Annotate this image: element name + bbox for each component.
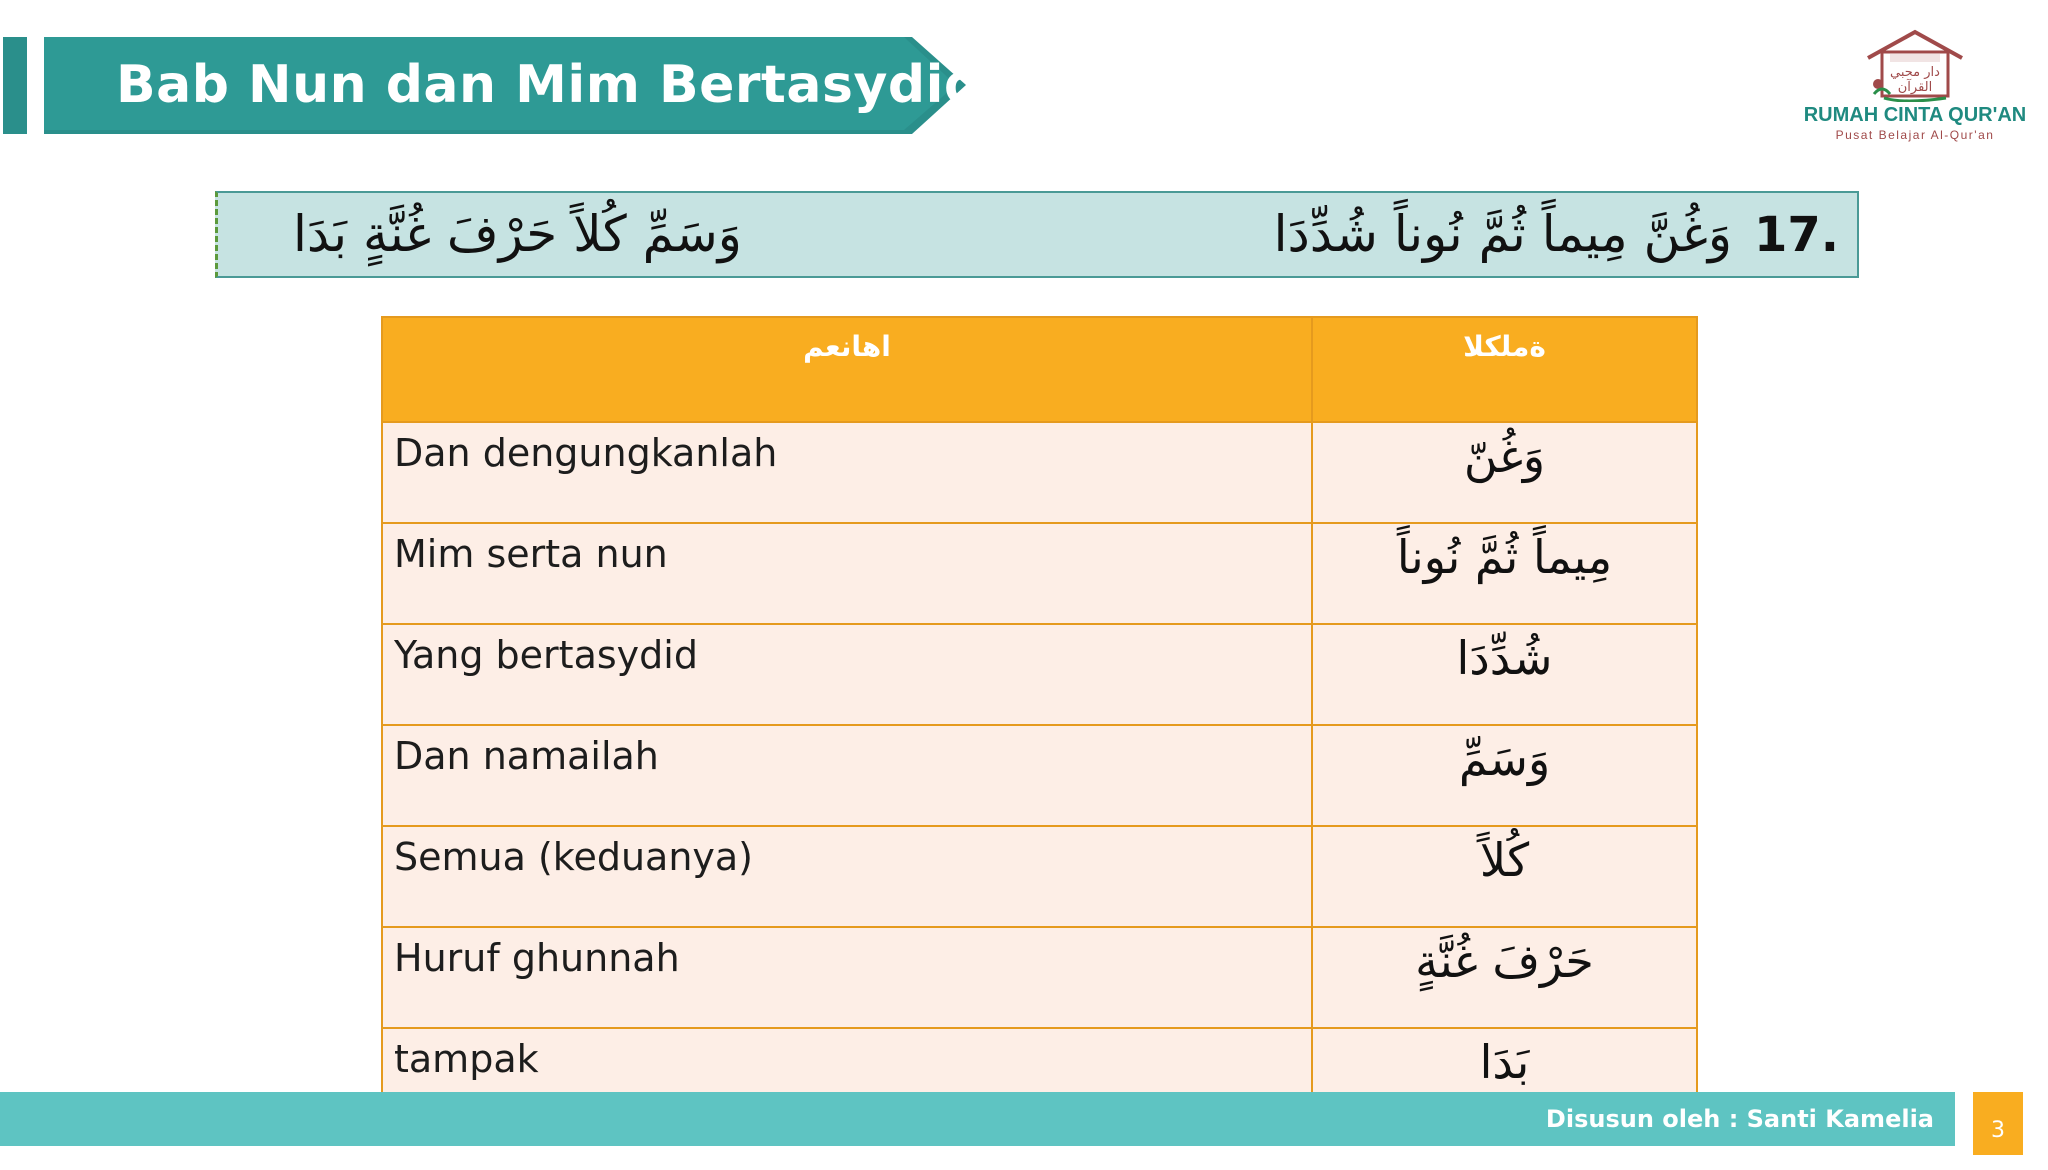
- table-row: [382, 725, 1697, 826]
- page-title: Bab Nun dan Mim Bertasydid: [116, 55, 982, 115]
- row-word: وَسَمِّ: [1312, 725, 1697, 826]
- verse-first-line: [1274, 193, 1839, 276]
- row-word: كُلاً: [1312, 826, 1697, 927]
- svg-text:القرآن: القرآن: [1897, 80, 1933, 95]
- table-row: [382, 927, 1697, 1028]
- row-meaning: Dan namailah: [382, 725, 1312, 826]
- logo-tagline: Pusat Belajar Al-Qur'an: [1835, 128, 1995, 142]
- row-meaning: Yang bertasydid: [382, 624, 1312, 725]
- row-meaning: Dan dengungkanlah: [382, 422, 1312, 523]
- row-word: شُدِّدَا: [1312, 624, 1697, 725]
- house-logo-icon: [1860, 28, 1970, 102]
- table-row: [382, 826, 1697, 927]
- row-meaning: Huruf ghunnah: [382, 927, 1312, 1028]
- verse-number: 17.: [1753, 207, 1839, 263]
- header-meaning: اهانعم: [382, 317, 1312, 422]
- row-word: بَدَا: [1312, 1028, 1697, 1129]
- verse-box: [215, 191, 1859, 278]
- table-row: [382, 523, 1697, 624]
- footer-credit: Disusun oleh : Santi Kamelia: [1545, 1105, 1934, 1133]
- logo-name: RUMAH CINTA QUR'AN: [1803, 104, 2027, 126]
- svg-text:دار محبي: دار محبي: [1890, 65, 1940, 80]
- header-accent-bar: [3, 37, 27, 134]
- row-meaning: Semua (keduanya): [382, 826, 1312, 927]
- table-row: [382, 624, 1697, 725]
- row-meaning: tampak: [382, 1028, 1312, 1129]
- row-meaning: Mim serta nun: [382, 523, 1312, 624]
- header-banner: [44, 37, 982, 134]
- row-word: مِيماً ثُمَّ نُوناً: [1312, 523, 1697, 624]
- footer-bar: [0, 1092, 1955, 1146]
- row-word: وَغُنّ: [1312, 422, 1697, 523]
- header-word: ةملكلا: [1312, 317, 1697, 422]
- vocabulary-table: [381, 316, 1698, 1130]
- logo: [1790, 28, 2040, 148]
- table-header-row: [382, 317, 1697, 422]
- page-number: 3: [1973, 1092, 2023, 1155]
- verse-second-half: وَسَمِّ كُلاً حَرْفَ غُنَّةٍ بَدَا: [293, 205, 742, 263]
- verse-first-half: وَغُنَّ مِيماً ثُمَّ نُوناً شُدِّدَا: [1273, 205, 1732, 263]
- row-word: حَرْفَ غُنَّةٍ: [1312, 927, 1697, 1028]
- table-row: [382, 422, 1697, 523]
